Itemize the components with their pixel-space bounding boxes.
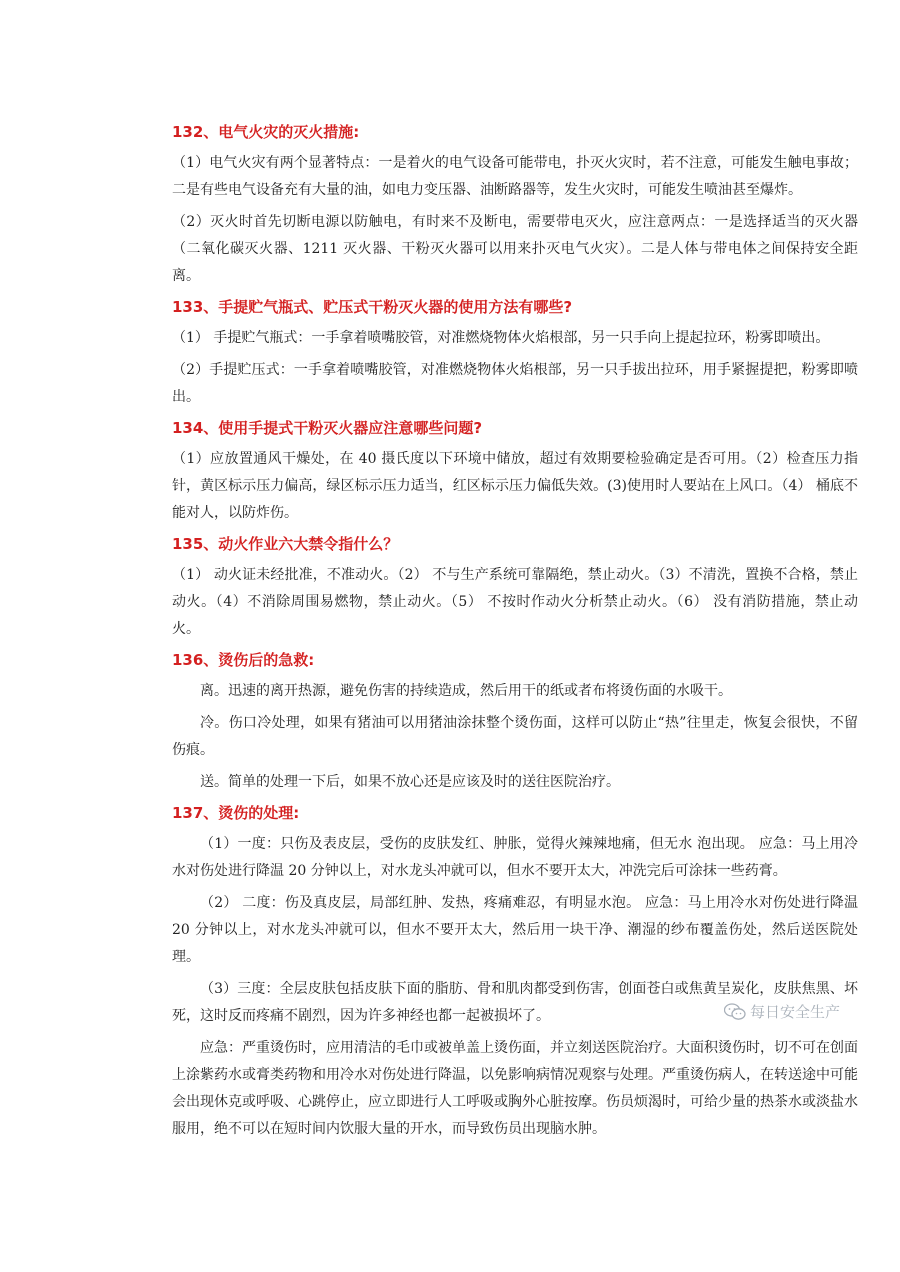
section-paragraph: 应急：严重烫伤时，应用清洁的毛巾或被单盖上烫伤面，并立刻送医院治疗。大面积烫伤时，切不可在创面上涂紫药水或膏类药物和用冷水对伤处进行降温，以免影响病情况观察与处理。严重烫伤病人，在转送途中可能会出现休克或呼吸、心跳停止，应立即进行人工呼吸或胸外心脏按摩。伤员烦渴时，可给少量的热茶水或淡盐水服用，绝不可以在短时间内饮服大量的开水，而导致伤员出现脑水肿。 bbox=[172, 1040, 858, 1137]
section-heading: 132、电气火灾的灭火措施: bbox=[172, 123, 360, 141]
section-heading: 134、使用手提式干粉灭火器应注意哪些问题? bbox=[172, 419, 483, 437]
section-paragraph: （2） 二度：伤及真皮层，局部红肿、发热，疼痛难忍，有明显水泡。 应急：马上用冷水对伤处进行降温 20 分钟以上，对水龙头冲就可以，但水不要开太大，然后用一块干净、潮湿的纱布覆盖伤处，然后送医院处理。 bbox=[172, 895, 858, 965]
section-paragraph: （2）手提贮压式：一手拿着喷嘴胶管，对准燃烧物体火焰根部，另一只手拔出拉环，用手紧握提把，粉雾即喷出。 bbox=[172, 362, 858, 405]
section-heading: 135、动火作业六大禁令指什么？ bbox=[172, 535, 399, 553]
wechat-icon bbox=[724, 1003, 746, 1021]
section-heading: 137、烫伤的处理: bbox=[172, 804, 300, 822]
document-body bbox=[172, 118, 858, 1148]
watermark-text: 每日安全生产 bbox=[750, 1003, 841, 1021]
section-paragraph: （1）应放置通风干燥处，在 40 摄氏度以下环境中储放，超过有效期要检验确定是否可用。（2）检查压力指针，黄区标示压力偏高，绿区标示压力适当，红区标示压力偏低失效。(3)使用时人要站在上风口。（4） 桶底不能对人，以防炸伤。 bbox=[172, 451, 858, 521]
section-paragraph: 离。迅速的离开热源，避免伤害的持续造成，然后用干的纸或者布将烫伤面的水吸干。 bbox=[200, 683, 732, 699]
section-paragraph: （1）电气火灾有两个显著特点：一是着火的电气设备可能带电，扑灭火灾时，若不注意，可能发生触电事故；二是有些电气设备充有大量的油，如电力变压器、油断路器等，发生火灾时，可能发生喷油甚至爆炸。 bbox=[172, 155, 858, 198]
section-paragraph: （1） 动火证未经批准，不准动火。（2） 不与生产系统可靠隔绝，禁止动火。（3）不清洗，置换不合格，禁止动火。（4）不消除周围易燃物，禁止动火。（5） 不按时作动火分析禁止动火。（6） 没有消防措施，禁止动火。 bbox=[172, 567, 858, 637]
section-paragraph: 送。简单的处理一下后，如果不放心还是应该及时的送往医院治疗。 bbox=[200, 774, 620, 790]
watermark bbox=[724, 1001, 840, 1022]
section-paragraph: （3）三度：全层皮肤包括皮肤下面的脂肪、骨和肌肉都受到伤害，创面苍白或焦黄呈炭化，皮肤焦黑、坏死，这时反而疼痛不剧烈，因为许多神经也都一起被损坏了。 bbox=[172, 981, 858, 1024]
section-paragraph: （1）一度：只伤及表皮层，受伤的皮肤发红、肿胀，觉得火辣辣地痛，但无水 泡出现。 应急：马上用冷水对伤处进行降温 20 分钟以上，对水龙头冲就可以，但水不要开太大，冲洗完后可涂抹一些药膏。 bbox=[172, 836, 858, 879]
section-heading: 133、手提贮气瓶式、贮压式干粉灭火器的使用方法有哪些? bbox=[172, 298, 573, 316]
section-paragraph: （2）灭火时首先切断电源以防触电，有时来不及断电，需要带电灭火，应注意两点：一是选择适当的灭火器（二氧化碳灭火器、1211 灭火器、干粉灭火器可以用来扑灭电气火灾）。二是人体与带电体之间保持安全距离。 bbox=[172, 214, 858, 284]
section-paragraph: （1） 手提贮气瓶式：一手拿着喷嘴胶管，对准燃烧物体火焰根部，另一只手向上提起拉环，粉雾即喷出。 bbox=[172, 330, 830, 346]
section-heading: 136、烫伤后的急救: bbox=[172, 651, 315, 669]
section-paragraph: 冷。伤口冷处理，如果有猪油可以用猪油涂抹整个烫伤面，这样可以防止“热”往里走，恢复会很快，不留伤痕。 bbox=[172, 715, 858, 758]
